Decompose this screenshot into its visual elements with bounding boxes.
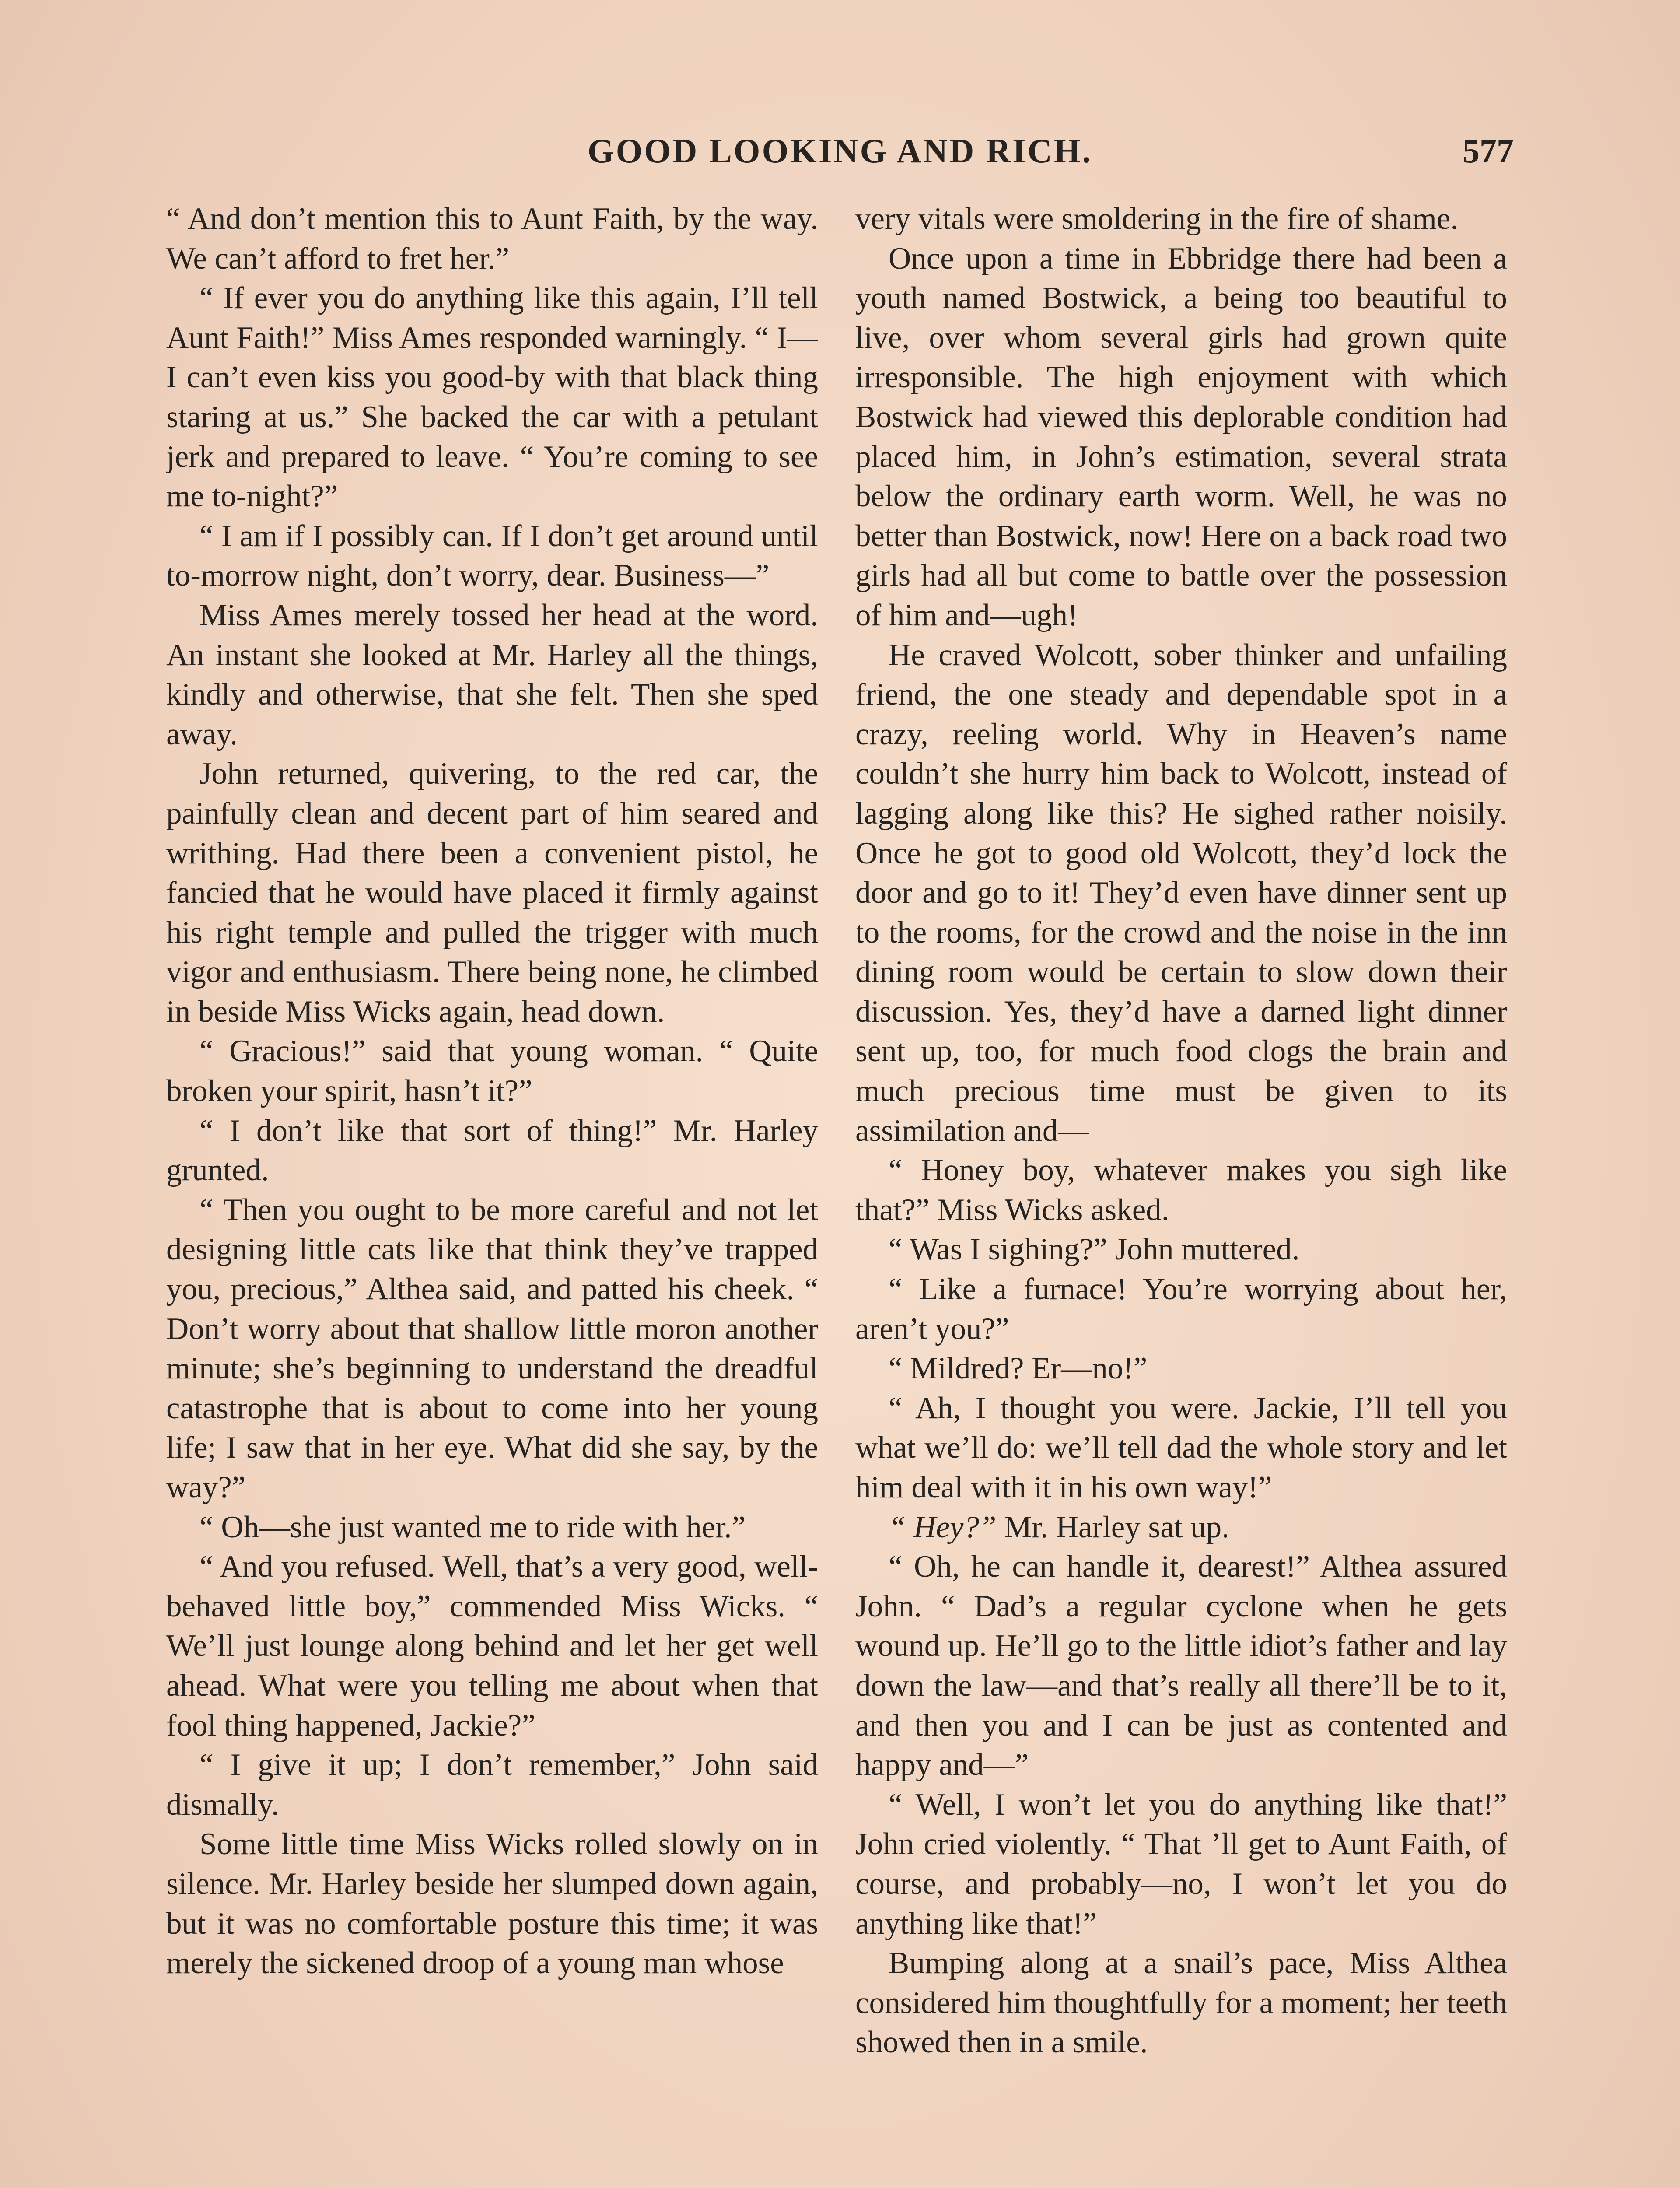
paragraph: “ Oh—she just wanted me to ride with her.”: [200, 1510, 746, 1544]
paragraph: “ Honey boy, whatever makes you sigh like that?” Miss Wicks asked.: [855, 1153, 1507, 1227]
paragraph: Once upon a time in Ebbridge there had been a youth named Bostwick, a being too beautiful to live, over whom several girls had grown quite irresponsible. The high enjoyment with which Bostwick had viewed this deplorable condition had placed him, in John’s estimation, several strata below the ordinary earth worm. Well, he was no better than Bostwick, now! Here on a back road two girls had all but come to battle over the possession of him and—ugh!: [855, 241, 1507, 632]
paragraph: John returned, quivering, to the red car, the painfully clean and decent part of him seared and writhing. Had there been a convenient pistol, he fancied that he would have placed it firmly against his right temple and pulled the trigger with much vigor and enthusiasm. There being none, he climbed in beside Miss Wicks again, head down.: [166, 757, 818, 1029]
text-column-right: [855, 199, 1507, 2188]
paragraph: “ If ever you do anything like this again, I’ll tell Aunt Faith!” Miss Ames responded warningly. “ I—I can’t even kiss you good-by with that black thing staring at us.” She backed the car with a petulant jerk and prepared to leave. “ You’re coming to see me to-night?”: [166, 281, 818, 514]
paragraph: very vitals were smoldering in the fire of shame.: [855, 202, 1459, 236]
page-number: 577: [1463, 132, 1514, 170]
paragraph: “ Was I sighing?” John muttered.: [889, 1232, 1300, 1267]
paragraph: “ I give it up; I don’t remember,” John said dismally.: [166, 1748, 818, 1822]
paragraph: [855, 1508, 1507, 1547]
running-head: [166, 127, 1514, 175]
paragraph: “ Like a furnace! You’re worrying about her, aren’t you?”: [855, 1272, 1507, 1346]
paragraph: “ Oh, he can handle it, dearest!” Althea assured John. “ Dad’s a regular cyclone when he gets wound up. He’ll go to the little idiot’s father and lay down the law—and that’s really all there’ll be to it, and then you and I can be just as contented and happy and—”: [855, 1550, 1507, 1782]
paragraph: “ Then you ought to be more careful and not let designing little cats like that think they’ve trapped you, precious,” Althea said, and patted his cheek. “ Don’t worry about that shallow little moron another minute; she’s beginning to understand the dreadful catastrophe that is about to come into her young life; I saw that in her eye. What did she say, by the way?”: [166, 1192, 818, 1504]
paragraph: “ And you refused. Well, that’s a very good, well-behaved little boy,” commended Miss Wicks. “ We’ll just lounge along behind and let her get well ahead. What were you telling me about when that fool thing happened, Jackie?”: [166, 1550, 818, 1743]
paragraph: “ And don’t mention this to Aunt Faith, by the way. We can’t afford to fret her.”: [166, 202, 818, 276]
paragraph: “ Ah, I thought you were. Jackie, I’ll tell you what we’ll do: we’ll tell dad the whole story and let him deal with it in his own way!”: [855, 1391, 1507, 1504]
paragraph: Some little time Miss Wicks rolled slowly on in silence. Mr. Harley beside her slumped down again, but it was no comfortable posture this time; it was merely the sickened droop of a young man whose: [166, 1827, 818, 1981]
paragraph: Bumping along at a snail’s pace, Miss Althea considered him thoughtfully for a moment; her teeth showed then in a smile.: [855, 1946, 1507, 2060]
paragraph: He craved Wolcott, sober thinker and unfailing friend, the one steady and dependable spot in a crazy, reeling world. Why in Heaven’s name couldn’t she hurry him back to Wolcott, instead of lagging along like this? He sighed rather noisily. Once he got to good old Wolcott, they’d lock the door and go to it! They’d even have dinner sent up to the rooms, for the crowd and the noise in the inn dining room would be certain to slow down their discussion. Yes, they’d have a darned light dinner sent up, too, for much food clogs the brain and much precious time must be given to its assimilation and—: [855, 638, 1507, 1148]
paragraph: “ I am if I possibly can. If I don’t get around until to-morrow night, don’t worry, dear. Business—”: [166, 519, 818, 593]
running-title: GOOD LOOKING AND RICH.: [587, 132, 1093, 170]
paragraph: “ Well, I won’t let you do anything like that!” John cried violently. “ That ’ll get to Aunt Faith, of course, and probably—no, I won’t let you do anything like that!”: [855, 1787, 1507, 1941]
paragraph: Miss Ames merely tossed her head at the word. An instant she looked at Mr. Harley all the things, kindly and otherwise, that she felt. Then she sped away.: [166, 598, 818, 751]
text-column-left: [166, 199, 818, 2188]
italic-exclamation: “ Hey?”: [889, 1510, 997, 1544]
paragraph: “ I don’t like that sort of thing!” Mr. Harley grunted.: [166, 1113, 818, 1188]
paragraph: “ Mildred? Er—no!”: [889, 1351, 1148, 1386]
paragraph-text: Mr. Harley sat up.: [996, 1510, 1229, 1544]
paragraph: “ Gracious!” said that young woman. “ Quite broken your spirit, hasn’t it?”: [166, 1034, 818, 1108]
